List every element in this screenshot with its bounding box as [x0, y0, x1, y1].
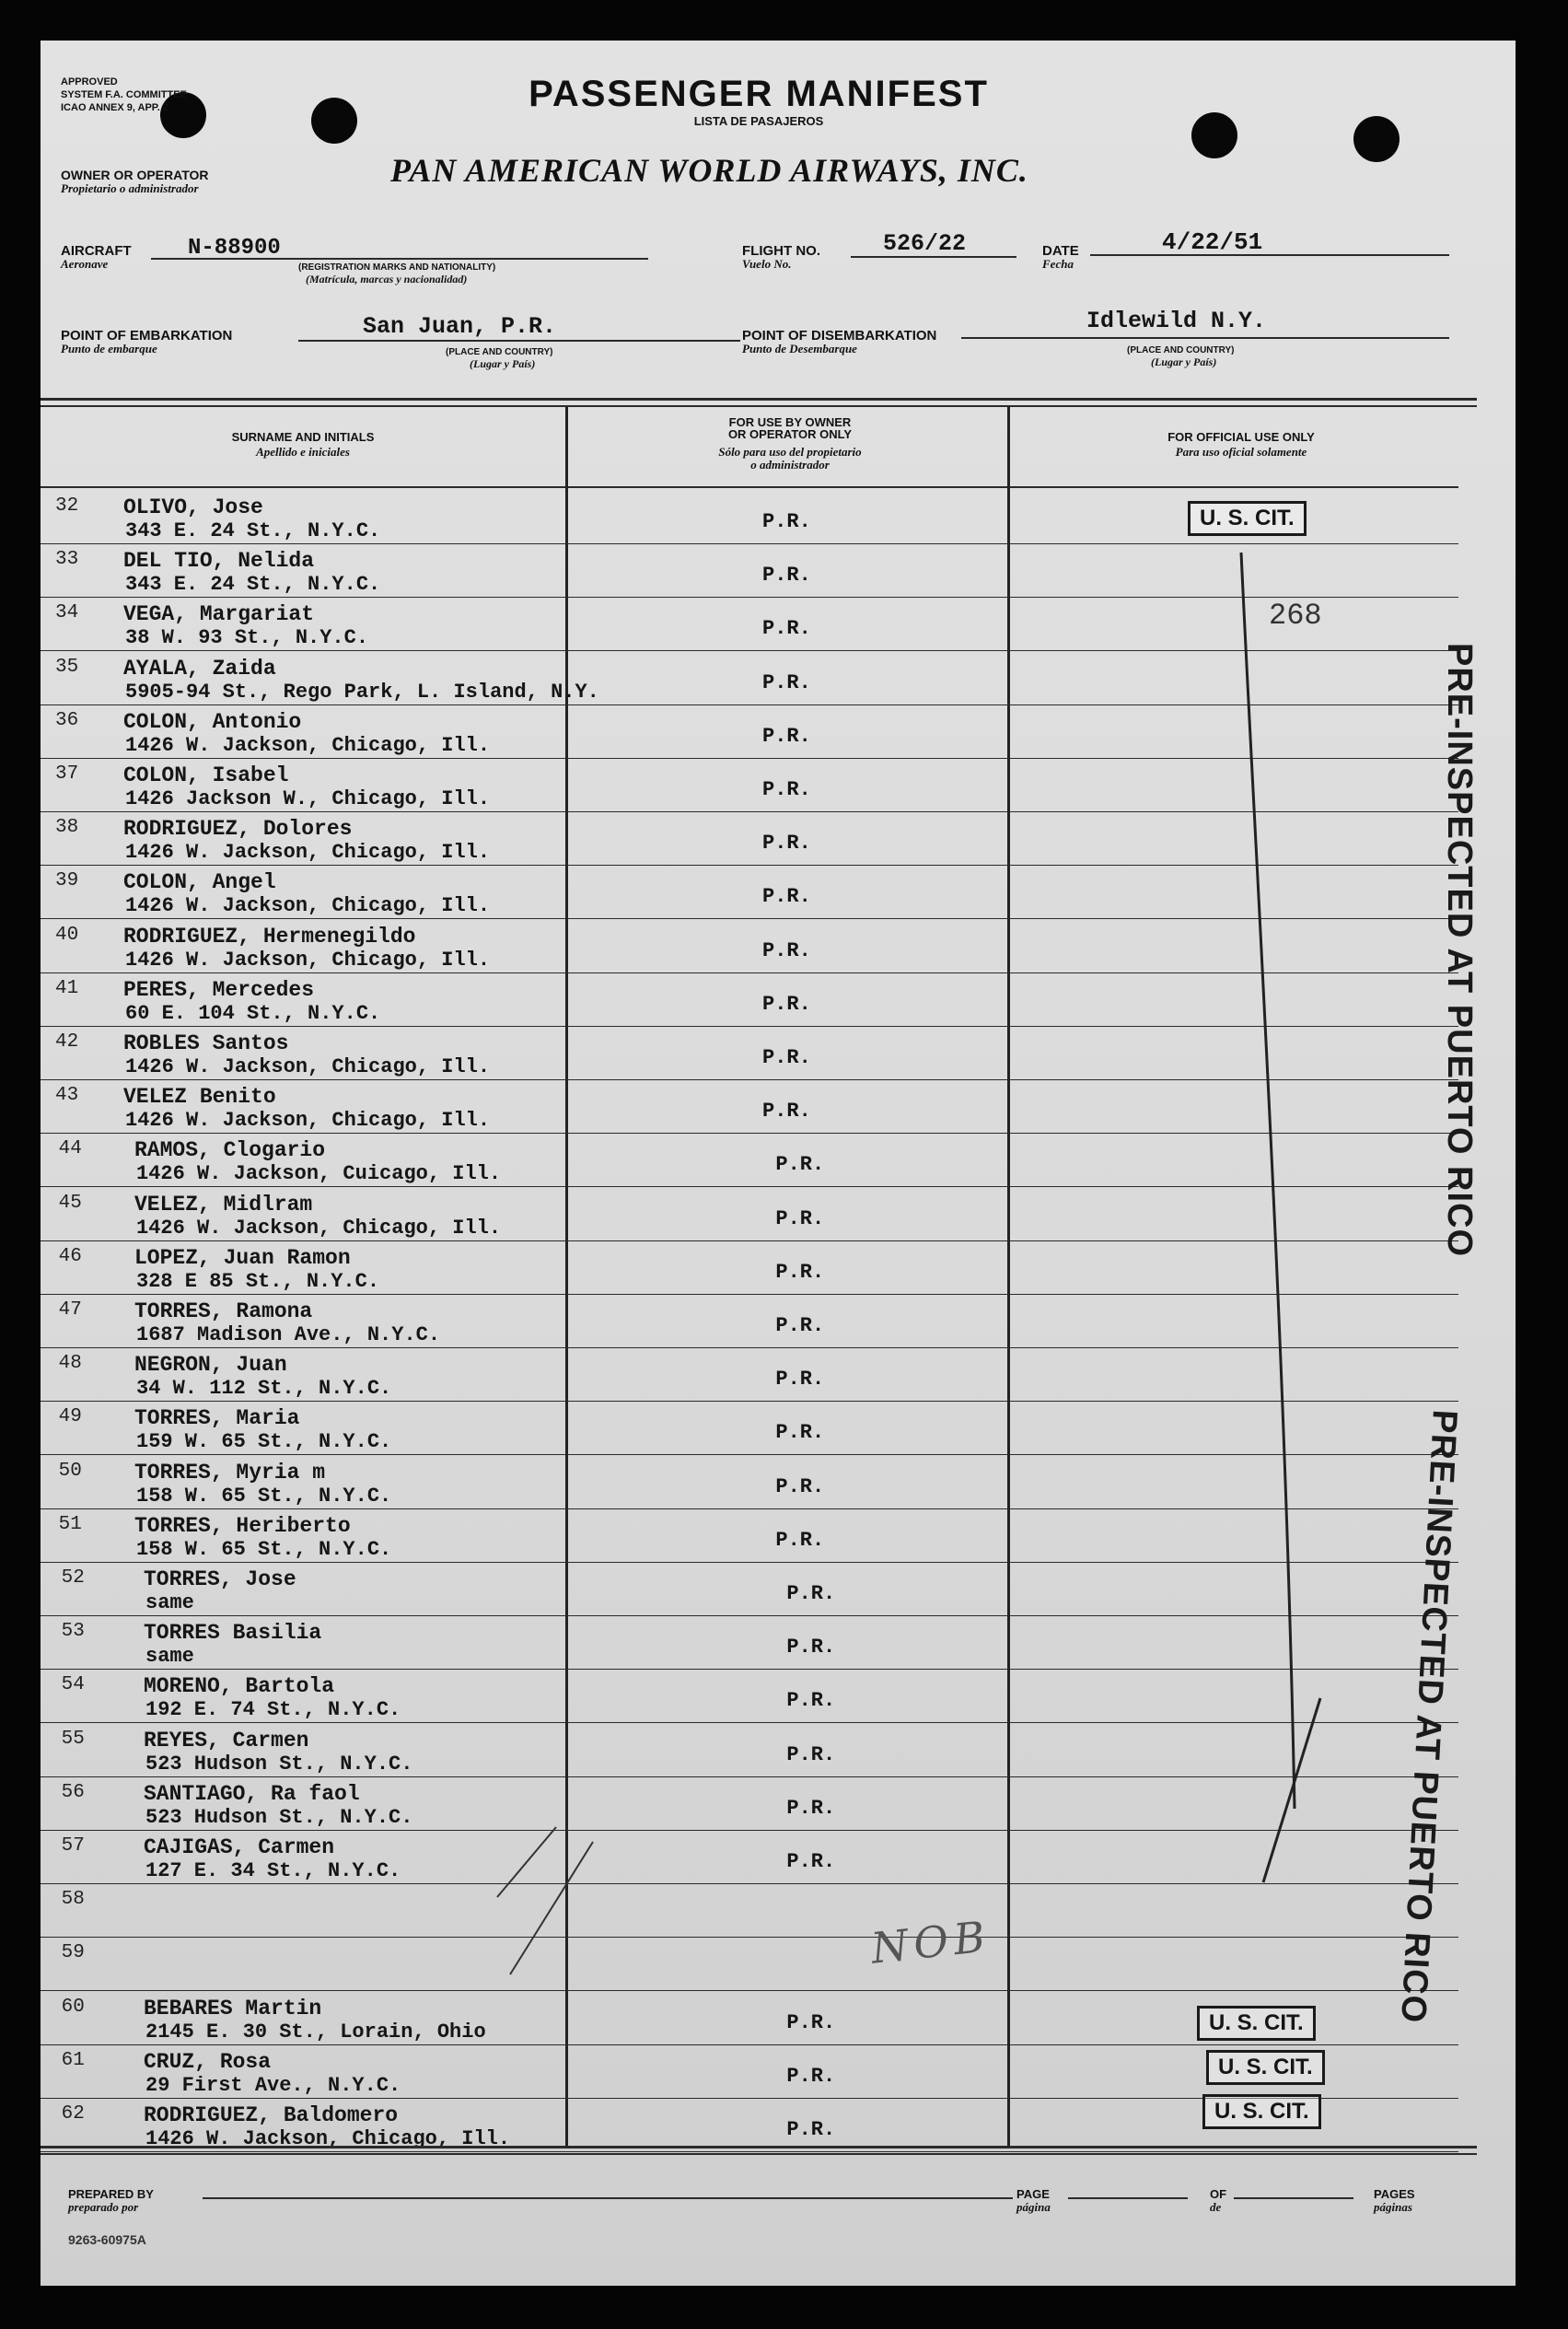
row-number: 36: [55, 709, 79, 731]
column-header-surname-es: Apellido e iniciales: [256, 445, 350, 459]
page-title: PASSENGER MANIFEST: [528, 74, 989, 114]
column-header-official: FOR OFFICIAL USE ONLY: [1167, 430, 1315, 444]
pages-label: PAGES: [1374, 2187, 1415, 2201]
passenger-name: VEGA, Margariat: [123, 602, 315, 627]
row-number: 33: [55, 549, 79, 571]
registration-note: (REGISTRATION MARKS AND NATIONALITY): [298, 262, 496, 273]
row-number: 44: [58, 1138, 82, 1160]
embark-label: POINT OF EMBARKATION: [61, 328, 233, 344]
column-header-owner-es-line: o administrador: [750, 458, 830, 472]
passenger-address: 34 W. 112 St., N.Y.C.: [136, 1377, 392, 1401]
passenger-name: SANTIAGO, Ra faol: [144, 1781, 360, 1806]
passenger-address: 1426 W. Jackson, Cuicago, Ill.: [136, 1162, 502, 1186]
passenger-address: 2145 E. 30 St., Lorain, Ohio: [145, 2020, 486, 2044]
form-number: 9263-60975A: [68, 2232, 146, 2247]
passenger-name: RODRIGUEZ, Hermenegildo: [123, 924, 416, 949]
passenger-address: 1426 W. Jackson, Chicago, Ill.: [136, 1216, 502, 1240]
passenger-address: 29 First Ave., N.Y.C.: [145, 2073, 401, 2097]
place-note-es: (Lugar y País): [1151, 355, 1217, 368]
passenger-address: 1426 W. Jackson, Chicago, Ill.: [125, 894, 491, 918]
owner-column-entry: P.R.: [786, 1582, 836, 1605]
passenger-name: TORRES, Ramona: [134, 1299, 313, 1323]
passenger-address: 1426 W. Jackson, Chicago, Ill.: [145, 2127, 511, 2150]
pen-stroke: [1241, 553, 1295, 1809]
disembark-label: POINT OF DISEMBARKATION: [742, 328, 937, 344]
flight-value: 526/22: [883, 230, 967, 257]
date-label-es: Fecha: [1042, 257, 1074, 271]
disembark-value: Idlewild N.Y.: [1086, 308, 1267, 334]
registration-note-es: (Matrícula, marcas y nacionalidad): [306, 273, 468, 285]
stamped-number: 268: [1269, 599, 1322, 633]
page-subtitle: LISTA DE PASAJEROS: [693, 114, 824, 128]
owner-column-entry: P.R.: [775, 1421, 825, 1445]
passenger-address: same: [145, 1645, 194, 1669]
passenger-address: 60 E. 104 St., N.Y.C.: [125, 1001, 381, 1025]
place-note: (PLACE AND COUNTRY): [446, 347, 553, 357]
owner-column-entry: P.R.: [762, 938, 811, 962]
owner-column-entry: P.R.: [786, 1850, 836, 1873]
place-note-es: (Lugar y País): [470, 357, 536, 370]
owner-column-entry: P.R.: [762, 510, 811, 533]
row-number: 37: [55, 763, 79, 785]
passenger-name: ROBLES Santos: [123, 1031, 289, 1055]
approval-line: SYSTEM F.A. COMMITTEE: [61, 89, 187, 100]
owner-column-entry: P.R.: [775, 1314, 825, 1337]
owner-label: OWNER OR OPERATOR: [61, 168, 209, 182]
row-number: 41: [55, 977, 79, 999]
row-number: 45: [58, 1192, 82, 1214]
passenger-name: CRUZ, Rosa: [144, 2049, 272, 2074]
passenger-address: 343 E. 24 St., N.Y.C.: [125, 573, 381, 597]
owner-column-entry: P.R.: [786, 2064, 836, 2088]
passenger-name: CAJIGAS, Carmen: [144, 1835, 335, 1859]
column-header-owner-line: OR OPERATOR ONLY: [727, 427, 853, 441]
passenger-address: 159 W. 65 St., N.Y.C.: [136, 1430, 392, 1454]
owner-column-entry: P.R.: [775, 1206, 825, 1230]
passenger-address: 1426 W. Jackson, Chicago, Ill.: [125, 948, 491, 972]
owner-column-entry: P.R.: [775, 1528, 825, 1552]
passenger-name: DEL TIO, Nelida: [123, 549, 315, 574]
passenger-address: 1426 W. Jackson, Chicago, Ill.: [125, 841, 491, 865]
passenger-address: 1426 Jackson W., Chicago, Ill.: [125, 787, 491, 810]
pre-inspected-stamp: PRE-INSPECTED AT PUERTO RICO: [1393, 1408, 1464, 2025]
passenger-address: 1426 W. Jackson, Chicago, Ill.: [125, 1109, 491, 1133]
column-header-surname: SURNAME AND INITIALS: [231, 430, 375, 444]
passenger-name: LOPEZ, Juan Ramon: [134, 1245, 351, 1270]
row-number: 42: [55, 1031, 79, 1053]
manifest-sheet: [41, 41, 1516, 2286]
embark-label-es: Punto de embarque: [61, 342, 157, 355]
column-header-official-es: Para uso oficial solamente: [1175, 445, 1307, 459]
passenger-address: 1426 W. Jackson, Chicago, Ill.: [125, 733, 491, 757]
passenger-name: MORENO, Bartola: [144, 1674, 335, 1699]
handwritten-marks: [41, 41, 1516, 2286]
row-number: 56: [61, 1781, 85, 1803]
passenger-name: COLON, Isabel: [123, 763, 289, 787]
airline-name: PAN AMERICAN WORLD AIRWAYS, INC.: [390, 152, 1028, 189]
place-note: (PLACE AND COUNTRY): [1127, 345, 1235, 355]
passenger-address: 127 E. 34 St., N.Y.C.: [145, 1859, 401, 1882]
row-number: 61: [61, 2049, 85, 2071]
embark-value: San Juan, P.R.: [363, 313, 557, 340]
date-value: 4/22/51: [1162, 228, 1263, 256]
flight-label: FLIGHT NO.: [742, 243, 820, 259]
row-number: 53: [61, 1621, 85, 1643]
passenger-name: RAMOS, Clogario: [134, 1138, 326, 1163]
row-number: 49: [58, 1406, 82, 1428]
owner-column-entry: P.R.: [786, 1636, 836, 1659]
column-header-owner-line: FOR USE BY OWNER: [728, 415, 852, 429]
owner-column-entry: P.R.: [762, 1100, 811, 1124]
passenger-address: 192 E. 74 St., N.Y.C.: [145, 1698, 401, 1722]
owner-column-entry: P.R.: [775, 1260, 825, 1284]
row-number: 43: [55, 1085, 79, 1107]
passenger-address: 1687 Madison Ave., N.Y.C.: [136, 1323, 441, 1346]
us-cit-stamp: U. S. CIT.: [1197, 2006, 1316, 2041]
row-number: 51: [58, 1513, 82, 1535]
passenger-address: 158 W. 65 St., N.Y.C.: [136, 1537, 392, 1561]
owner-column-entry: P.R.: [786, 1796, 836, 1820]
row-number: 48: [58, 1353, 82, 1375]
us-cit-stamp: U. S. CIT.: [1206, 2050, 1325, 2085]
passenger-name: COLON, Antonio: [123, 709, 302, 734]
row-number: 40: [55, 924, 79, 946]
passenger-name: OLIVO, Jose: [123, 495, 263, 519]
row-number: 58: [61, 1889, 85, 1911]
flight-label-es: Vuelo No.: [742, 257, 792, 271]
owner-column-entry: P.R.: [786, 1689, 836, 1713]
aircraft-label: AIRCRAFT: [61, 243, 132, 259]
passenger-name: TORRES, Myria m: [134, 1460, 326, 1485]
passenger-name: COLON, Angel: [123, 870, 276, 895]
passenger-name: TORRES, Maria: [134, 1406, 300, 1431]
passenger-name: TORRES Basilia: [144, 1621, 322, 1646]
field-underline: [1234, 2197, 1353, 2199]
row-number: 46: [58, 1245, 82, 1267]
passenger-name: TORRES, Jose: [144, 1567, 296, 1591]
row-number: 60: [61, 1996, 85, 2018]
page-label: PAGE: [1016, 2187, 1050, 2201]
passenger-name: VELEZ Benito: [123, 1085, 276, 1110]
row-number: 35: [55, 656, 79, 678]
approval-line: ICAO ANNEX 9, APP. 2: [61, 102, 168, 113]
owner-column-entry: P.R.: [786, 2118, 836, 2141]
of-label: OF: [1210, 2187, 1227, 2201]
us-cit-stamp: U. S. CIT.: [1188, 501, 1307, 536]
passenger-address: same: [145, 1591, 194, 1614]
owner-column-entry: P.R.: [762, 564, 811, 588]
passenger-address: 5905-94 St., Rego Park, L. Island, N.Y.: [125, 680, 599, 704]
passenger-address: 1426 W. Jackson, Chicago, Ill.: [125, 1055, 491, 1078]
page-label-es: página: [1016, 2200, 1051, 2214]
passenger-name: TORRES, Heriberto: [134, 1513, 351, 1538]
aircraft-value: N-88900: [188, 236, 281, 261]
us-cit-stamp: U. S. CIT.: [1202, 2094, 1321, 2129]
owner-column-entry: P.R.: [786, 1742, 836, 1766]
owner-column-entry: P.R.: [762, 724, 811, 748]
pre-inspected-stamp: PRE-INSPECTED AT PUERTO RICO: [1440, 643, 1479, 1258]
passenger-address: 523 Hudson St., N.Y.C.: [145, 1752, 413, 1776]
row-number: 57: [61, 1835, 85, 1857]
passenger-name: REYES, Carmen: [144, 1728, 309, 1753]
passenger-name: NEGRON, Juan: [134, 1353, 287, 1378]
of-label-es: de: [1210, 2200, 1222, 2214]
owner-column-entry: P.R.: [762, 670, 811, 694]
row-number: 47: [58, 1299, 82, 1321]
row-number: 55: [61, 1728, 85, 1750]
row-number: 38: [55, 817, 79, 839]
owner-column-entry: P.R.: [762, 1046, 811, 1069]
passenger-address: 523 Hudson St., N.Y.C.: [145, 1805, 413, 1829]
date-label: DATE: [1042, 243, 1079, 259]
row-number: 62: [61, 2103, 85, 2125]
passenger-address: 158 W. 65 St., N.Y.C.: [136, 1484, 392, 1508]
owner-column-entry: P.R.: [775, 1153, 825, 1177]
owner-column-entry: P.R.: [762, 992, 811, 1016]
field-underline: [1068, 2197, 1188, 2199]
owner-column-entry: P.R.: [775, 1368, 825, 1392]
passenger-address: 328 E 85 St., N.Y.C.: [136, 1269, 380, 1293]
owner-column-entry: P.R.: [762, 885, 811, 909]
prepared-by-label-es: preparado por: [68, 2200, 139, 2214]
disembark-label-es: Punto de Desembarque: [742, 342, 857, 355]
passenger-name: PERES, Mercedes: [123, 977, 315, 1002]
passenger-address: 343 E. 24 St., N.Y.C.: [125, 519, 381, 542]
passenger-name: VELEZ, Midlram: [134, 1192, 313, 1217]
passenger-address: 38 W. 93 St., N.Y.C.: [125, 626, 369, 650]
row-number: 54: [61, 1674, 85, 1696]
handwritten-note: NOB: [868, 1911, 993, 1974]
owner-column-entry: P.R.: [762, 617, 811, 641]
owner-column-entry: P.R.: [775, 1474, 825, 1498]
owner-label-es: Propietario o administrador: [61, 181, 199, 195]
row-number: 32: [55, 495, 79, 517]
owner-column-entry: P.R.: [762, 778, 811, 801]
row-number: 59: [61, 1942, 85, 1964]
passenger-name: RODRIGUEZ, Dolores: [123, 817, 353, 842]
passenger-name: RODRIGUEZ, Baldomero: [144, 2103, 399, 2127]
field-underline: [203, 2197, 1013, 2199]
pen-stroke: [510, 1842, 593, 1974]
owner-column-entry: P.R.: [786, 2010, 836, 2034]
approval-line: APPROVED: [61, 76, 118, 87]
owner-column-entry: P.R.: [762, 832, 811, 856]
row-number: 50: [58, 1460, 82, 1482]
passenger-name: BEBARES Martin: [144, 1996, 322, 2020]
prepared-by-label: PREPARED BY: [68, 2187, 154, 2201]
pen-stroke: [497, 1827, 556, 1897]
passenger-name: AYALA, Zaida: [123, 656, 276, 681]
column-header-owner-es-line: Sólo para uso del propietario: [718, 445, 862, 459]
row-number: 39: [55, 870, 79, 892]
aircraft-label-es: Aeronave: [61, 257, 109, 271]
row-number: 52: [61, 1567, 85, 1589]
row-number: 34: [55, 602, 79, 624]
pages-label-es: páginas: [1374, 2200, 1412, 2214]
